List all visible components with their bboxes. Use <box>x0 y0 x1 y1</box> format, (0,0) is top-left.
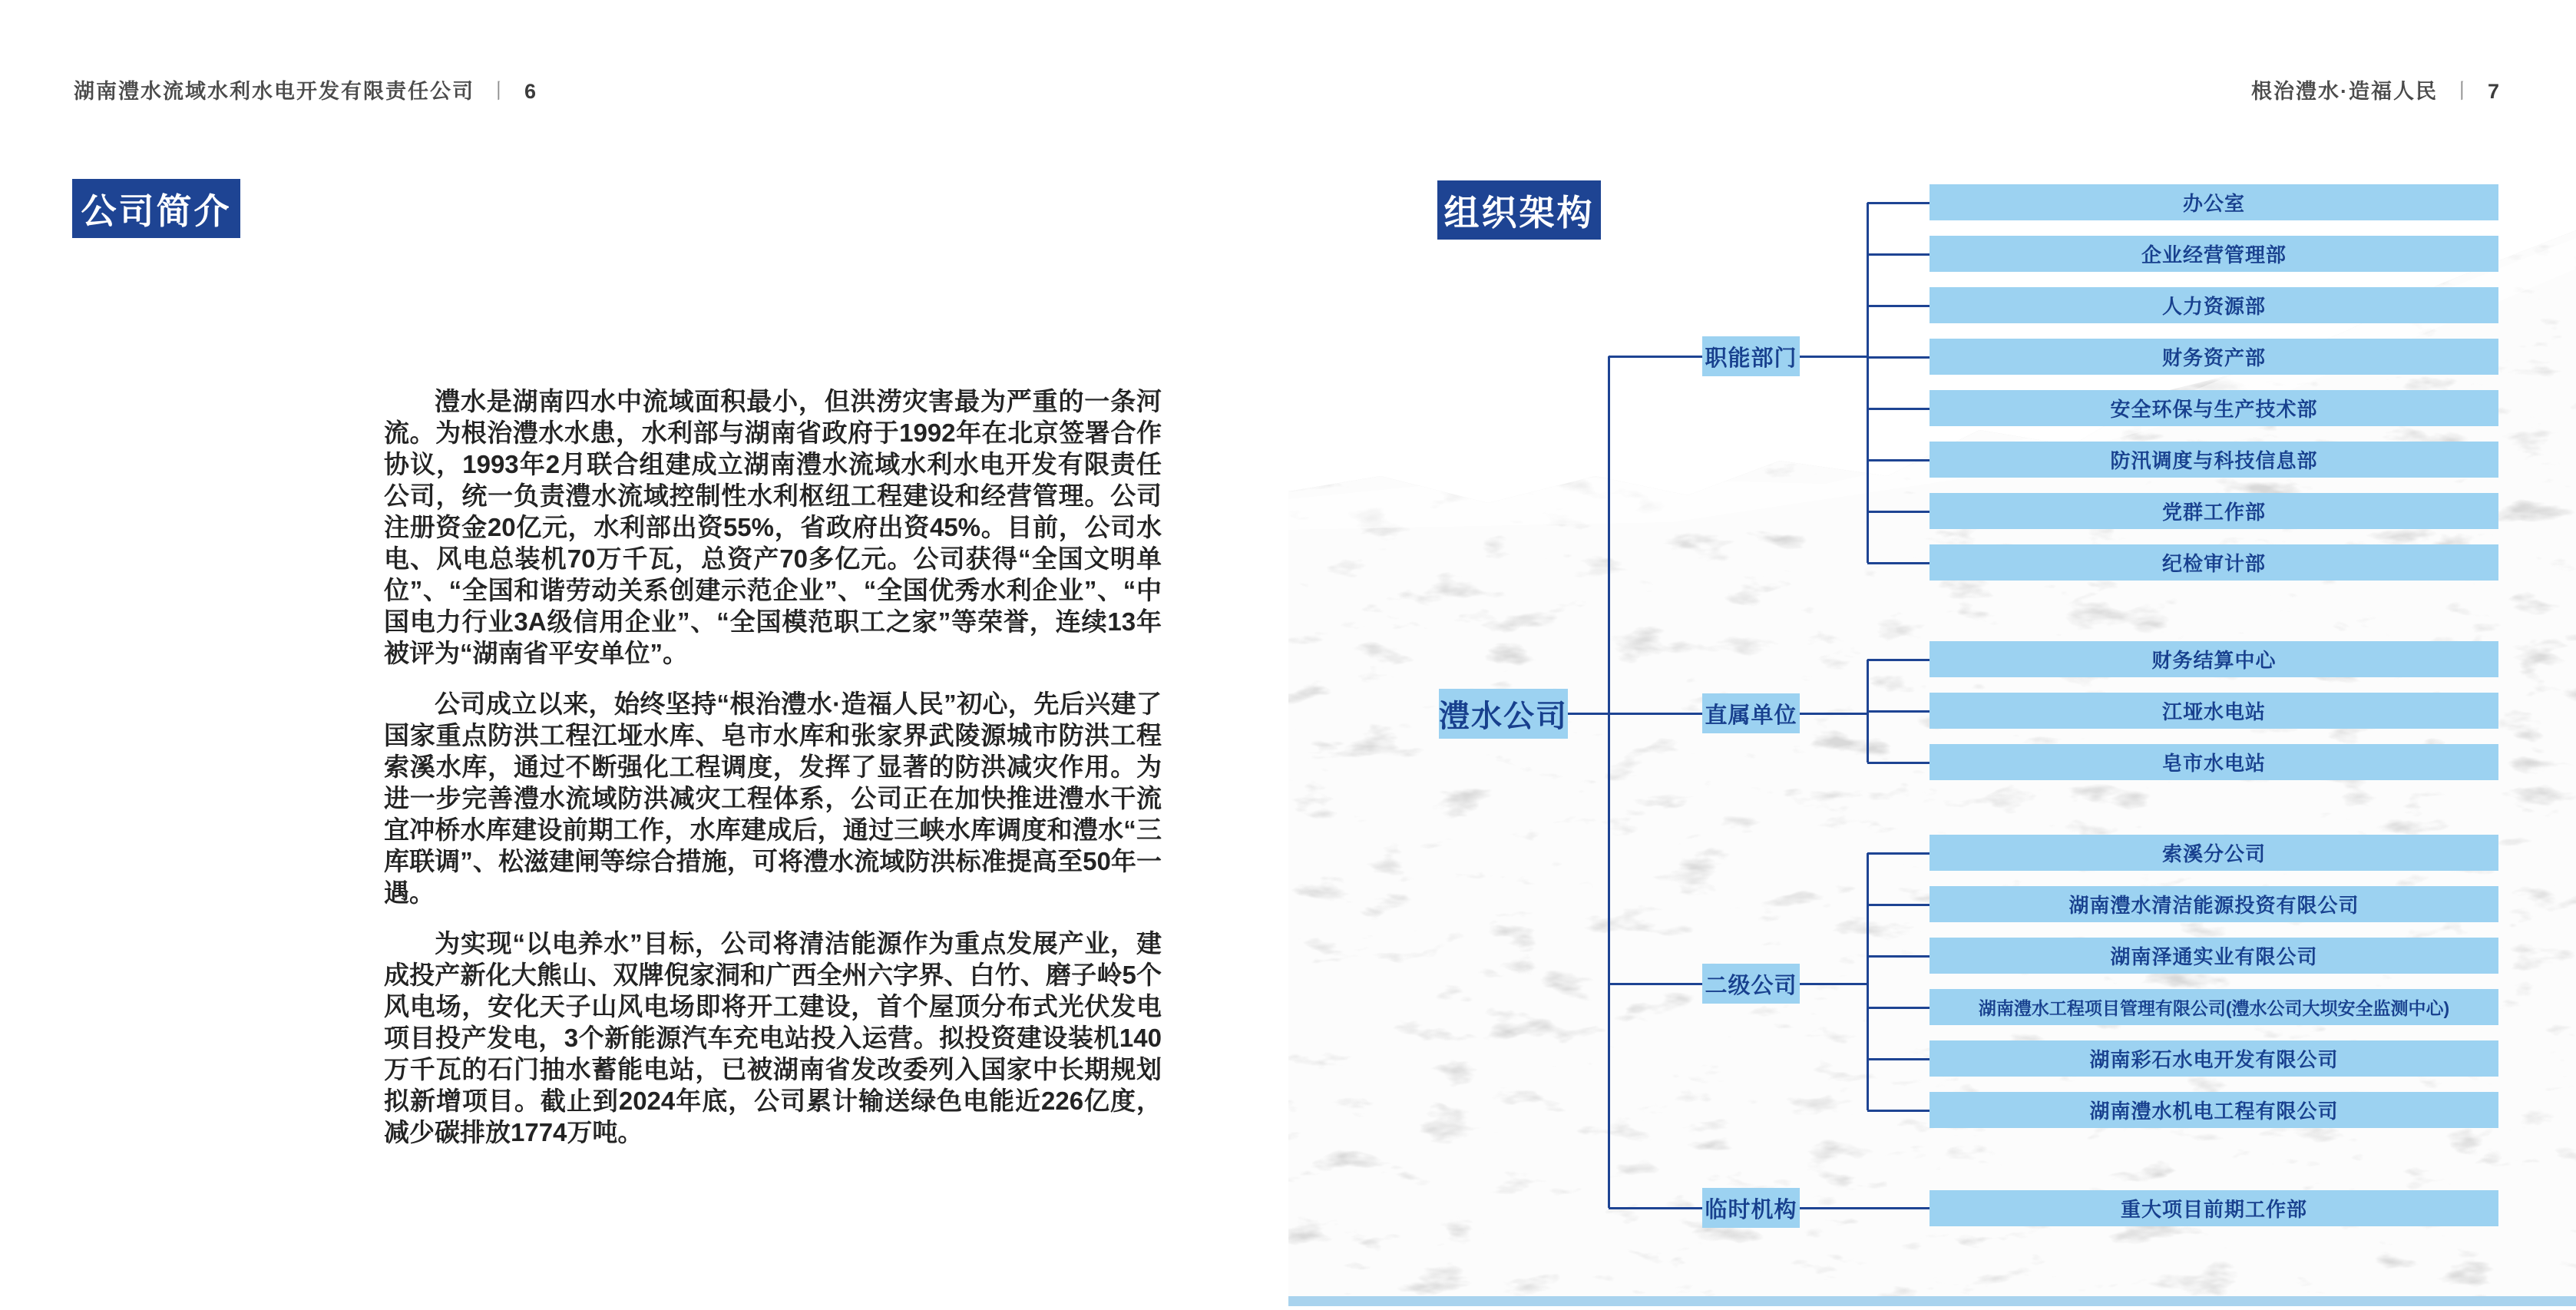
connector-line <box>1867 253 1930 256</box>
org-child-node: 纪检审计部 <box>1930 544 2498 581</box>
org-child-node: 防汛调度与科技信息部 <box>1930 442 2498 478</box>
connector-line <box>1800 713 1867 715</box>
connector-line <box>1609 983 1702 985</box>
org-child-node: 安全环保与生产技术部 <box>1930 390 2498 426</box>
connector-line <box>1800 356 1867 358</box>
header-separator: 丨 <box>488 80 511 103</box>
connector-line <box>1867 659 1930 661</box>
connector-line <box>1867 511 1930 513</box>
org-child-node: 财务资产部 <box>1930 339 2498 375</box>
company-profile-paragraph: 公司成立以来，始终坚持“根治澧水·造福人民”初心，先后兴建了国家重点防洪工程江垭水库、皂市水库和张家界武陵源城市防洪工程索溪水库，通过不断强化工程调度，发挥了显著的防洪减灾作用。为进一步完善澧水流域防洪减灾工程体系，公司正在加快推进澧水干流宜冲桥水库建设前期工作，水库建成后，通过三峡水库调度和澧水“三库联调”、松滋建闸等综合措施，可将澧水流域防洪标准提高至50年一遇。 <box>384 690 1162 907</box>
org-child-node: 人力资源部 <box>1930 287 2498 323</box>
company-profile-paragraph: 为实现“以电养水”目标，公司将清洁能源作为重点发展产业，建成投产新化大熊山、双牌倪家洞和广西全州六字界、白竹、磨子岭5个风电场，安化天子山风电场即将开工建设，首个屋顶分布式光伏发电项目投产发电，3个新能源汽车充电站投入运营。拟投资建设装机140万千瓦的石门抽水蓄能电站，已被湖南省发改委列入国家中长期规划拟新增项目。截止到2024年底，公司累计输送绿色电能近226亿度，减少碳排放1774万吨。 <box>384 929 1162 1146</box>
connector-line <box>1867 305 1930 307</box>
section-title-company-profile: 公司简介 <box>72 179 240 238</box>
connector-line <box>1867 202 1930 204</box>
connector-line <box>1867 356 1930 359</box>
page-number-right: 7 <box>2487 80 2501 103</box>
connector-line <box>1867 203 1869 563</box>
org-child-node: 湖南澧水清洁能源投资有限公司 <box>1930 886 2498 922</box>
connector-line <box>1867 955 1930 958</box>
org-child-node: 党群工作部 <box>1930 493 2498 529</box>
connector-line <box>1609 356 1702 358</box>
connector-line <box>1867 1110 1930 1112</box>
connector-line <box>1609 713 1702 715</box>
connector-line <box>1867 904 1930 906</box>
org-child-node: 企业经营管理部 <box>1930 236 2498 272</box>
org-category-node: 二级公司 <box>1702 964 1800 1004</box>
connector-line <box>1867 562 1930 564</box>
org-child-node: 湖南澧水工程项目管理有限公司(澧水公司大坝安全监测中心) <box>1930 989 2498 1025</box>
org-child-node: 财务结算中心 <box>1930 641 2498 677</box>
org-child-node: 重大项目前期工作部 <box>1930 1190 2498 1226</box>
section-title-org-structure: 组织架构 <box>1437 180 1601 240</box>
connector-line <box>1867 408 1930 410</box>
slogan: 根治澧水·造福人民 <box>2250 80 2438 103</box>
connector-line <box>1867 762 1930 764</box>
org-child-node: 湖南澧水机电工程有限公司 <box>1930 1092 2498 1128</box>
org-child-node: 索溪分公司 <box>1930 835 2498 871</box>
org-category-node: 职能部门 <box>1702 336 1800 376</box>
org-child-node: 湖南泽通实业有限公司 <box>1930 938 2498 974</box>
org-child-node: 江垭水电站 <box>1930 693 2498 729</box>
org-category-node: 临时机构 <box>1702 1188 1800 1228</box>
connector-line <box>1867 1058 1930 1060</box>
connector-line <box>1608 356 1610 1208</box>
org-root-node: 澧水公司 <box>1439 689 1568 739</box>
page-number-left: 6 <box>524 80 538 103</box>
org-child-node: 办公室 <box>1930 184 2498 220</box>
connector-line <box>1800 983 1867 985</box>
connector-line <box>1867 852 1930 855</box>
connector-line <box>1867 710 1930 713</box>
org-child-node: 皂市水电站 <box>1930 744 2498 780</box>
connector-line <box>1867 1007 1930 1009</box>
connector-line <box>1867 853 1869 1110</box>
company-name: 湖南澧水流域水利水电开发有限责任公司 <box>74 80 475 103</box>
connector-line <box>1568 713 1609 715</box>
org-category-node: 直属单位 <box>1702 693 1800 733</box>
connector-line <box>1609 1207 1702 1209</box>
connector-line <box>1867 459 1930 461</box>
connector-line <box>1800 1207 1930 1209</box>
org-child-node: 湖南彩石水电开发有限公司 <box>1930 1040 2498 1077</box>
header-separator: 丨 <box>2451 80 2474 103</box>
company-profile-paragraph: 澧水是湖南四水中流域面积最小，但洪涝灾害最为严重的一条河流。为根治澧水水患，水利部与湖南省政府于1992年在北京签署合作协议，1993年2月联合组建成立湖南澧水流域水利水电开发有限责任公司，统一负责澧水流域控制性水利枢纽工程建设和经营管理。公司注册资金20亿元，水利部出资55%，省政府出资45%。目前，公司水电、风电总装机70万千瓦，总资产70多亿元。公司获得“全国文明单位”、“全国和谐劳动关系创建示范企业”、“全国优秀水利企业”、“中国电力行业3A级信用企业”、“全国模范职工之家”等荣誉，连续13年被评为“湖南省平安单位”。 <box>384 387 1162 667</box>
